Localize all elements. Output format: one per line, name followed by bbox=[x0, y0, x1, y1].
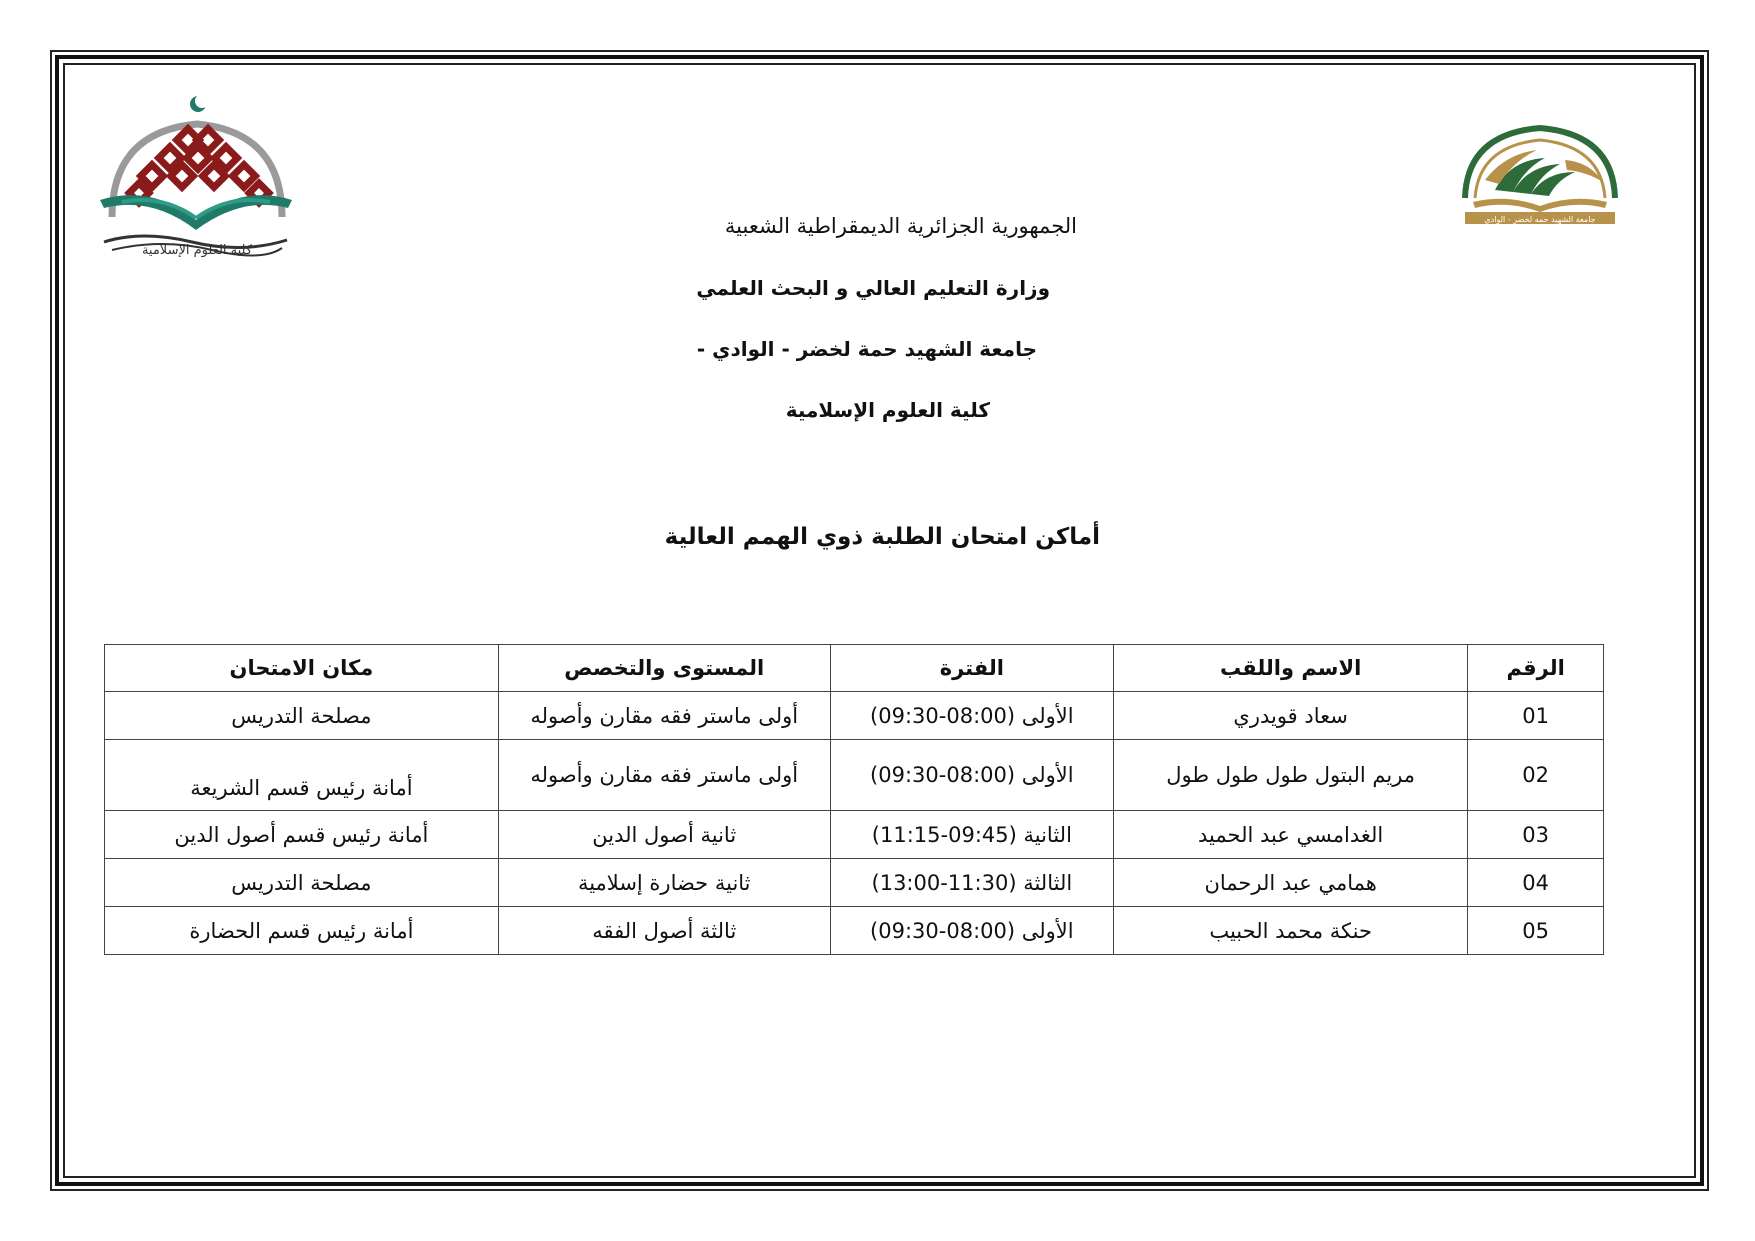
university-logo-text: جامعة الشهيد حمه لخضر - الوادي bbox=[1484, 215, 1596, 224]
cell-level: ثانية حضارة إسلامية bbox=[498, 859, 830, 907]
ministry-heading: وزارة التعليم العالي و البحث العلمي bbox=[696, 276, 1050, 300]
header-place: مكان الامتحان bbox=[105, 645, 499, 692]
document-title: أماكن امتحان الطلبة ذوي الهمم العالية bbox=[664, 524, 1100, 550]
header-number: الرقم bbox=[1468, 645, 1604, 692]
cell-place-container bbox=[105, 740, 499, 811]
table-row bbox=[105, 859, 1604, 907]
header-period: الفترة bbox=[830, 645, 1113, 692]
exam-locations-table bbox=[104, 644, 1604, 955]
faculty-heading: كلية العلوم الإسلامية bbox=[785, 398, 990, 422]
cell-number: 04 bbox=[1468, 859, 1604, 907]
cell-name: الغدامسي عبد الحميد bbox=[1114, 811, 1468, 859]
cell-place: أمانة رئيس قسم أصول الدين bbox=[105, 811, 499, 859]
cell-name: مريم البتول طول طول طول bbox=[1114, 740, 1468, 811]
cell-place: مصلحة التدريس bbox=[105, 692, 499, 740]
cell-level: أولى ماستر فقه مقارن وأصوله bbox=[498, 740, 830, 811]
cell-number: 02 bbox=[1468, 740, 1604, 811]
cell-place: مصلحة التدريس bbox=[105, 859, 499, 907]
university-logo bbox=[1455, 120, 1625, 230]
table-row bbox=[105, 692, 1604, 740]
cell-level: ثالثة أصول الفقه bbox=[498, 907, 830, 955]
header-level: المستوى والتخصص bbox=[498, 645, 830, 692]
cell-name: حنكة محمد الحبيب bbox=[1114, 907, 1468, 955]
cell-number: 01 bbox=[1468, 692, 1604, 740]
cell-period: الثالثة (11:30-13:00) bbox=[830, 859, 1113, 907]
cell-level: أولى ماستر فقه مقارن وأصوله bbox=[498, 692, 830, 740]
cell-period: الأولى (08:00-09:30) bbox=[830, 692, 1113, 740]
faculty-logo bbox=[92, 92, 302, 257]
header-name: الاسم واللقب bbox=[1114, 645, 1468, 692]
cell-number: 05 bbox=[1468, 907, 1604, 955]
table-header-row bbox=[105, 645, 1604, 692]
cell-period: الأولى (08:00-09:30) bbox=[830, 740, 1113, 811]
table-row bbox=[105, 740, 1604, 811]
cell-place: أمانة رئيس قسم الشريعة bbox=[190, 776, 413, 800]
cell-period: الأولى (08:00-09:30) bbox=[830, 907, 1113, 955]
cell-name: همامي عبد الرحمان bbox=[1114, 859, 1468, 907]
faculty-logo-text: كلية العلوم الإسلامية bbox=[141, 243, 253, 257]
cell-period: الثانية (09:45-11:15) bbox=[830, 811, 1113, 859]
table-row bbox=[105, 811, 1604, 859]
university-heading: جامعة الشهيد حمة لخضر - الوادي - bbox=[696, 337, 1037, 361]
cell-name: سعاد قويدري bbox=[1114, 692, 1468, 740]
cell-place: أمانة رئيس قسم الحضارة bbox=[105, 907, 499, 955]
republic-heading: الجمهورية الجزائرية الديمقراطية الشعبية bbox=[724, 214, 1077, 238]
cell-number: 03 bbox=[1468, 811, 1604, 859]
cell-level: ثانية أصول الدين bbox=[498, 811, 830, 859]
table-row bbox=[105, 907, 1604, 955]
